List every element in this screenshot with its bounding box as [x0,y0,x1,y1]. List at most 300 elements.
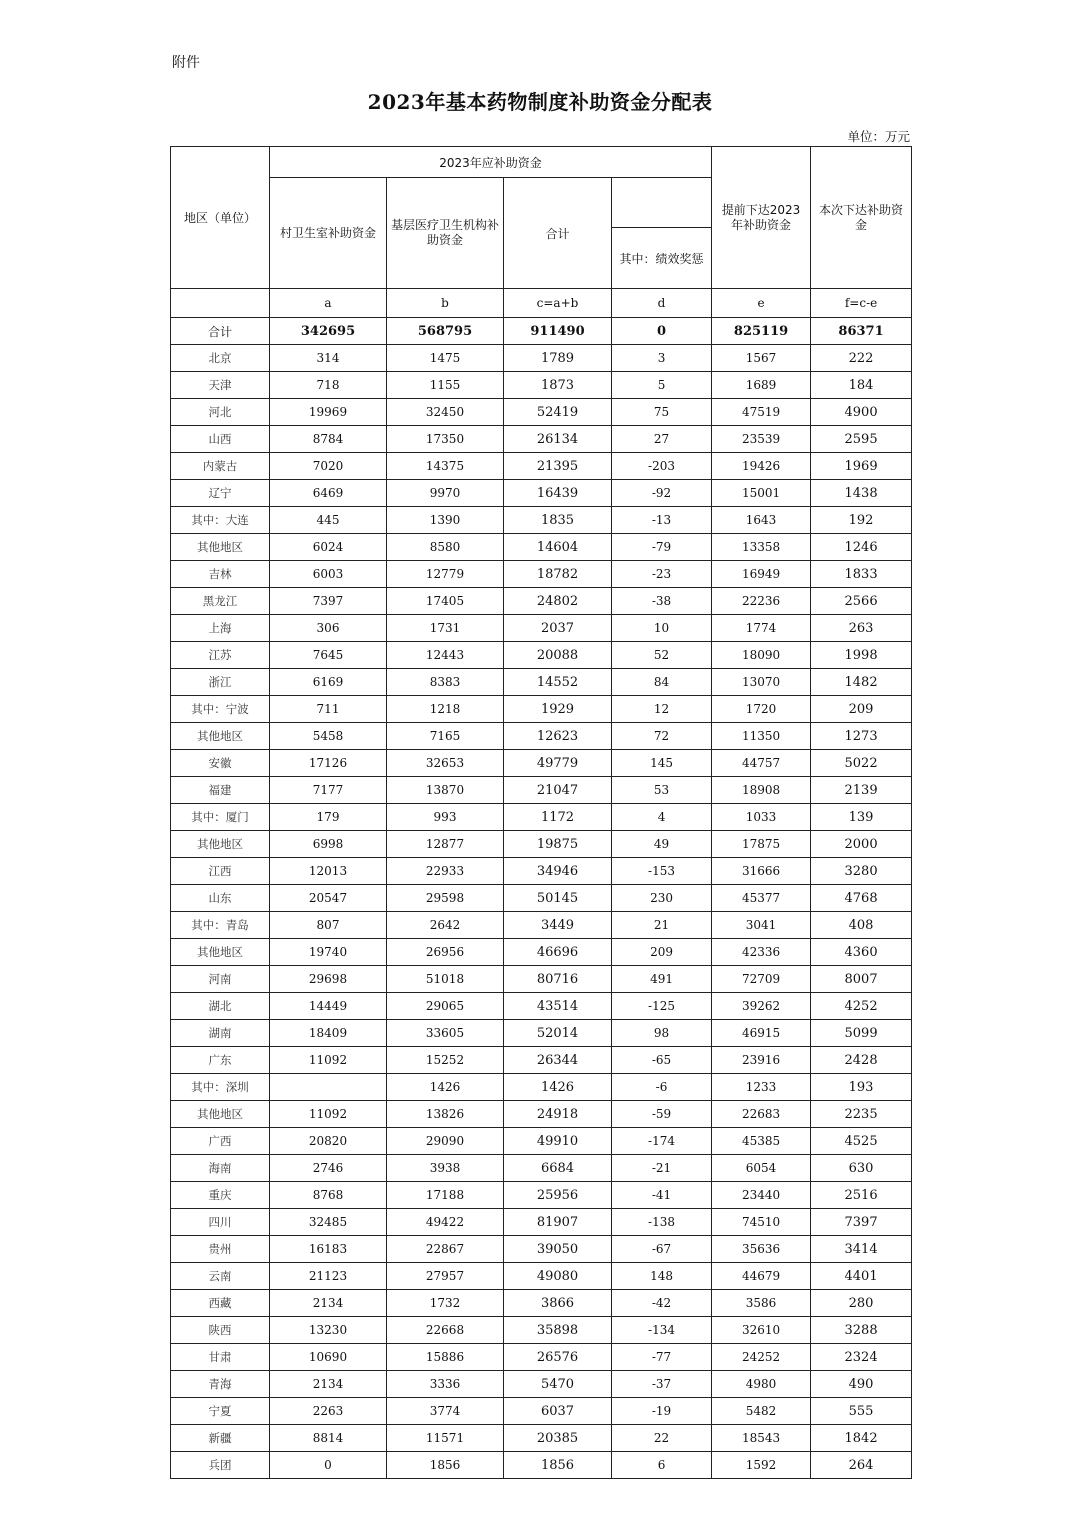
table-row [171,831,912,858]
value-cell-c: 1929 [504,696,612,723]
value-cell-f: 2000 [811,831,912,858]
value-cell-e: 22683 [712,1101,811,1128]
table-row [171,588,912,615]
value-cell-c: 49779 [504,750,612,777]
region-cell: 湖北 [171,993,270,1020]
value-cell-d: -23 [612,561,712,588]
value-cell-e: 47519 [712,399,811,426]
value-cell-f: 4360 [811,939,912,966]
value-cell-d: 230 [612,885,712,912]
value-cell-f: 280 [811,1290,912,1317]
value-cell-d: -92 [612,480,712,507]
value-cell-c: 26576 [504,1344,612,1371]
value-cell-f: 139 [811,804,912,831]
value-cell-d: -174 [612,1128,712,1155]
value-cell-b: 49422 [387,1209,504,1236]
value-cell-e: 18090 [712,642,811,669]
table-row [171,804,912,831]
region-cell: 宁夏 [171,1398,270,1425]
header-col-c: 合计 [504,178,612,289]
value-cell-e: 22236 [712,588,811,615]
total-d: 0 [612,318,712,345]
value-cell-b: 22867 [387,1236,504,1263]
region-cell: 贵州 [171,1236,270,1263]
value-cell-d: 5 [612,372,712,399]
value-cell-b: 15886 [387,1344,504,1371]
value-cell-c: 35898 [504,1317,612,1344]
value-cell-c: 52014 [504,1020,612,1047]
value-cell-e: 35636 [712,1236,811,1263]
value-cell-e: 1567 [712,345,811,372]
region-cell: 其他地区 [171,939,270,966]
value-cell-f: 5099 [811,1020,912,1047]
value-cell-a: 2746 [270,1155,387,1182]
table-row [171,1452,912,1479]
table-row [171,1317,912,1344]
header-group: 2023年应补助资金 [270,147,712,178]
region-cell: 青海 [171,1371,270,1398]
table-row [171,1182,912,1209]
region-cell: 湖南 [171,1020,270,1047]
value-cell-d: -134 [612,1317,712,1344]
table-row [171,966,912,993]
table-row [171,426,912,453]
region-cell: 其中：青岛 [171,912,270,939]
table-row [171,345,912,372]
value-cell-c: 14552 [504,669,612,696]
value-cell-b: 1856 [387,1452,504,1479]
value-cell-b: 32450 [387,399,504,426]
region-cell: 其他地区 [171,1101,270,1128]
region-cell: 广西 [171,1128,270,1155]
value-cell-e: 23539 [712,426,811,453]
value-cell-b: 22933 [387,858,504,885]
region-cell: 其中：深圳 [171,1074,270,1101]
value-cell-a: 2134 [270,1371,387,1398]
table-row [171,507,912,534]
value-cell-e: 32610 [712,1317,811,1344]
table-row [171,1020,912,1047]
value-cell-d: -65 [612,1047,712,1074]
value-cell-d: 98 [612,1020,712,1047]
value-cell-f: 5022 [811,750,912,777]
value-cell-c: 1172 [504,804,612,831]
value-cell-d: 22 [612,1425,712,1452]
value-cell-c: 2037 [504,615,612,642]
value-cell-b: 33605 [387,1020,504,1047]
value-cell-f: 7397 [811,1209,912,1236]
value-cell-d: 52 [612,642,712,669]
value-cell-c: 18782 [504,561,612,588]
value-cell-c: 50145 [504,885,612,912]
header-code-b: b [387,289,504,318]
value-cell-f: 1438 [811,480,912,507]
value-cell-e: 44757 [712,750,811,777]
table-row [171,1155,912,1182]
value-cell-c: 34946 [504,858,612,885]
value-cell-a: 306 [270,615,387,642]
header-code-c: c=a+b [504,289,612,318]
value-cell-a: 2263 [270,1398,387,1425]
value-cell-b: 13826 [387,1101,504,1128]
value-cell-a: 8814 [270,1425,387,1452]
table-row [171,1425,912,1452]
value-cell-e: 1720 [712,696,811,723]
region-cell: 海南 [171,1155,270,1182]
value-cell-a: 445 [270,507,387,534]
value-cell-a [270,1074,387,1101]
value-cell-b: 29090 [387,1128,504,1155]
value-cell-b: 8580 [387,534,504,561]
value-cell-b: 17188 [387,1182,504,1209]
table-row [171,669,912,696]
value-cell-e: 44679 [712,1263,811,1290]
value-cell-c: 52419 [504,399,612,426]
value-cell-f: 2139 [811,777,912,804]
value-cell-d: -77 [612,1344,712,1371]
value-cell-e: 1592 [712,1452,811,1479]
value-cell-f: 1273 [811,723,912,750]
value-cell-d: -125 [612,993,712,1020]
header-col-a: 村卫生室补助资金 [270,178,387,289]
value-cell-d: 148 [612,1263,712,1290]
value-cell-d: 84 [612,669,712,696]
table-row [171,534,912,561]
value-cell-d: 145 [612,750,712,777]
value-cell-c: 21047 [504,777,612,804]
value-cell-f: 2595 [811,426,912,453]
value-cell-d: 10 [612,615,712,642]
table-row [171,885,912,912]
table-row [171,939,912,966]
unit-label: 单位：万元 [847,129,910,144]
value-cell-e: 1643 [712,507,811,534]
value-cell-d: -19 [612,1398,712,1425]
value-cell-f: 222 [811,345,912,372]
header-region: 地区（单位） [171,147,270,289]
value-cell-e: 39262 [712,993,811,1020]
value-cell-a: 14449 [270,993,387,1020]
value-cell-c: 3449 [504,912,612,939]
value-cell-b: 1732 [387,1290,504,1317]
value-cell-d: 3 [612,345,712,372]
value-cell-f: 4401 [811,1263,912,1290]
table-row [171,696,912,723]
table-row [171,1344,912,1371]
value-cell-f: 1969 [811,453,912,480]
value-cell-a: 11092 [270,1047,387,1074]
value-cell-e: 17875 [712,831,811,858]
header-col-f: 本次下达补助资金 [811,147,912,289]
value-cell-f: 408 [811,912,912,939]
value-cell-a: 7397 [270,588,387,615]
value-cell-f: 555 [811,1398,912,1425]
value-cell-c: 49910 [504,1128,612,1155]
value-cell-f: 1246 [811,534,912,561]
region-cell: 浙江 [171,669,270,696]
table-row [171,1263,912,1290]
value-cell-e: 11350 [712,723,811,750]
value-cell-a: 20820 [270,1128,387,1155]
region-cell: 其中：宁波 [171,696,270,723]
value-cell-a: 8784 [270,426,387,453]
value-cell-f: 2566 [811,588,912,615]
total-row [171,318,912,345]
value-cell-c: 26134 [504,426,612,453]
value-cell-a: 16183 [270,1236,387,1263]
value-cell-f: 1998 [811,642,912,669]
header-code-a: a [270,289,387,318]
value-cell-b: 9970 [387,480,504,507]
value-cell-f: 263 [811,615,912,642]
value-cell-b: 7165 [387,723,504,750]
region-cell: 其中：大连 [171,507,270,534]
table-row [171,750,912,777]
region-cell: 辽宁 [171,480,270,507]
value-cell-b: 13870 [387,777,504,804]
value-cell-a: 314 [270,345,387,372]
value-cell-b: 29598 [387,885,504,912]
value-cell-d: -21 [612,1155,712,1182]
value-cell-f: 4252 [811,993,912,1020]
value-cell-f: 264 [811,1452,912,1479]
table-row [171,372,912,399]
region-cell: 四川 [171,1209,270,1236]
value-cell-a: 17126 [270,750,387,777]
value-cell-a: 7645 [270,642,387,669]
value-cell-b: 22668 [387,1317,504,1344]
value-cell-a: 2134 [270,1290,387,1317]
value-cell-d: 491 [612,966,712,993]
value-cell-b: 12443 [387,642,504,669]
attachment-label: 附件 [172,55,200,71]
table-row [171,1209,912,1236]
value-cell-a: 0 [270,1452,387,1479]
table-row [171,1047,912,1074]
region-cell: 山西 [171,426,270,453]
value-cell-c: 46696 [504,939,612,966]
value-cell-e: 45385 [712,1128,811,1155]
value-cell-e: 1033 [712,804,811,831]
value-cell-e: 19426 [712,453,811,480]
value-cell-b: 15252 [387,1047,504,1074]
value-cell-a: 10690 [270,1344,387,1371]
value-cell-a: 6024 [270,534,387,561]
value-cell-a: 12013 [270,858,387,885]
region-cell: 广东 [171,1047,270,1074]
value-cell-a: 32485 [270,1209,387,1236]
value-cell-e: 1774 [712,615,811,642]
value-cell-b: 993 [387,804,504,831]
value-cell-a: 13230 [270,1317,387,1344]
table-row [171,723,912,750]
table-row [171,1236,912,1263]
region-cell: 云南 [171,1263,270,1290]
value-cell-c: 26344 [504,1047,612,1074]
value-cell-f: 2324 [811,1344,912,1371]
value-cell-f: 2428 [811,1047,912,1074]
value-cell-a: 19740 [270,939,387,966]
table-row [171,642,912,669]
total-f: 86371 [811,318,912,345]
value-cell-c: 49080 [504,1263,612,1290]
value-cell-a: 6469 [270,480,387,507]
table-row [171,615,912,642]
value-cell-f: 1842 [811,1425,912,1452]
value-cell-f: 184 [811,372,912,399]
value-cell-d: 27 [612,426,712,453]
region-cell: 重庆 [171,1182,270,1209]
value-cell-b: 1218 [387,696,504,723]
value-cell-d: 72 [612,723,712,750]
table-row [171,480,912,507]
value-cell-c: 21395 [504,453,612,480]
value-cell-e: 31666 [712,858,811,885]
table-row [171,1101,912,1128]
value-cell-a: 718 [270,372,387,399]
value-cell-e: 23440 [712,1182,811,1209]
value-cell-b: 12779 [387,561,504,588]
header-code-e: e [712,289,811,318]
value-cell-f: 3414 [811,1236,912,1263]
value-cell-e: 5482 [712,1398,811,1425]
value-cell-e: 74510 [712,1209,811,1236]
value-cell-d: -37 [612,1371,712,1398]
value-cell-d: 4 [612,804,712,831]
region-cell: 西藏 [171,1290,270,1317]
value-cell-a: 18409 [270,1020,387,1047]
value-cell-f: 490 [811,1371,912,1398]
value-cell-e: 4980 [712,1371,811,1398]
value-cell-a: 21123 [270,1263,387,1290]
value-cell-b: 8383 [387,669,504,696]
value-cell-d: -42 [612,1290,712,1317]
table-row [171,561,912,588]
value-cell-e: 18543 [712,1425,811,1452]
page-title: 2023年基本药物制度补助资金分配表 [367,90,713,114]
value-cell-e: 6054 [712,1155,811,1182]
value-cell-d: 12 [612,696,712,723]
value-cell-a: 6998 [270,831,387,858]
value-cell-f: 1482 [811,669,912,696]
value-cell-d: -79 [612,534,712,561]
value-cell-c: 80716 [504,966,612,993]
value-cell-c: 19875 [504,831,612,858]
table-row [171,1074,912,1101]
header-col-d: 其中：绩效奖惩 [612,228,712,289]
value-cell-e: 46915 [712,1020,811,1047]
value-cell-c: 39050 [504,1236,612,1263]
value-cell-a: 7177 [270,777,387,804]
value-cell-c: 1789 [504,345,612,372]
value-cell-e: 18908 [712,777,811,804]
value-cell-d: -67 [612,1236,712,1263]
region-cell: 河南 [171,966,270,993]
value-cell-d: -153 [612,858,712,885]
region-cell: 山东 [171,885,270,912]
value-cell-c: 24802 [504,588,612,615]
value-cell-c: 14604 [504,534,612,561]
value-cell-c: 6684 [504,1155,612,1182]
value-cell-b: 1475 [387,345,504,372]
value-cell-c: 1835 [504,507,612,534]
table-row [171,858,912,885]
table-row [171,777,912,804]
value-cell-f: 4900 [811,399,912,426]
value-cell-d: -203 [612,453,712,480]
value-cell-f: 3280 [811,858,912,885]
value-cell-d: 6 [612,1452,712,1479]
region-cell: 陕西 [171,1317,270,1344]
region-cell: 江西 [171,858,270,885]
region-cell: 新疆 [171,1425,270,1452]
value-cell-f: 1833 [811,561,912,588]
value-cell-e: 1233 [712,1074,811,1101]
region-cell: 安徽 [171,750,270,777]
region-cell: 兵团 [171,1452,270,1479]
value-cell-b: 3336 [387,1371,504,1398]
value-cell-b: 29065 [387,993,504,1020]
table-row [171,399,912,426]
value-cell-c: 81907 [504,1209,612,1236]
value-cell-a: 179 [270,804,387,831]
value-cell-f: 192 [811,507,912,534]
header-col-d-spacer [612,178,712,228]
total-b: 568795 [387,318,504,345]
value-cell-d: -59 [612,1101,712,1128]
value-cell-c: 6037 [504,1398,612,1425]
value-cell-e: 15001 [712,480,811,507]
region-cell: 北京 [171,345,270,372]
value-cell-d: -41 [612,1182,712,1209]
value-cell-d: 209 [612,939,712,966]
value-cell-d: 75 [612,399,712,426]
value-cell-f: 4525 [811,1128,912,1155]
value-cell-b: 2642 [387,912,504,939]
header-col-b: 基层医疗卫生机构补助资金 [387,178,504,289]
value-cell-e: 3586 [712,1290,811,1317]
region-cell: 甘肃 [171,1344,270,1371]
value-cell-b: 51018 [387,966,504,993]
value-cell-c: 16439 [504,480,612,507]
value-cell-a: 807 [270,912,387,939]
value-cell-a: 6003 [270,561,387,588]
table-row [171,1128,912,1155]
table-row [171,1398,912,1425]
value-cell-a: 8768 [270,1182,387,1209]
value-cell-b: 14375 [387,453,504,480]
value-cell-e: 13358 [712,534,811,561]
header-code-f: f=c-e [811,289,912,318]
region-cell: 上海 [171,615,270,642]
value-cell-b: 1731 [387,615,504,642]
value-cell-f: 4768 [811,885,912,912]
region-cell: 河北 [171,399,270,426]
value-cell-d: 21 [612,912,712,939]
value-cell-c: 25956 [504,1182,612,1209]
region-cell: 内蒙古 [171,453,270,480]
value-cell-e: 1689 [712,372,811,399]
value-cell-b: 32653 [387,750,504,777]
value-cell-b: 1155 [387,372,504,399]
value-cell-d: -38 [612,588,712,615]
value-cell-d: 49 [612,831,712,858]
total-e: 825119 [712,318,811,345]
value-cell-c: 3866 [504,1290,612,1317]
value-cell-a: 711 [270,696,387,723]
value-cell-c: 1426 [504,1074,612,1101]
value-cell-c: 24918 [504,1101,612,1128]
